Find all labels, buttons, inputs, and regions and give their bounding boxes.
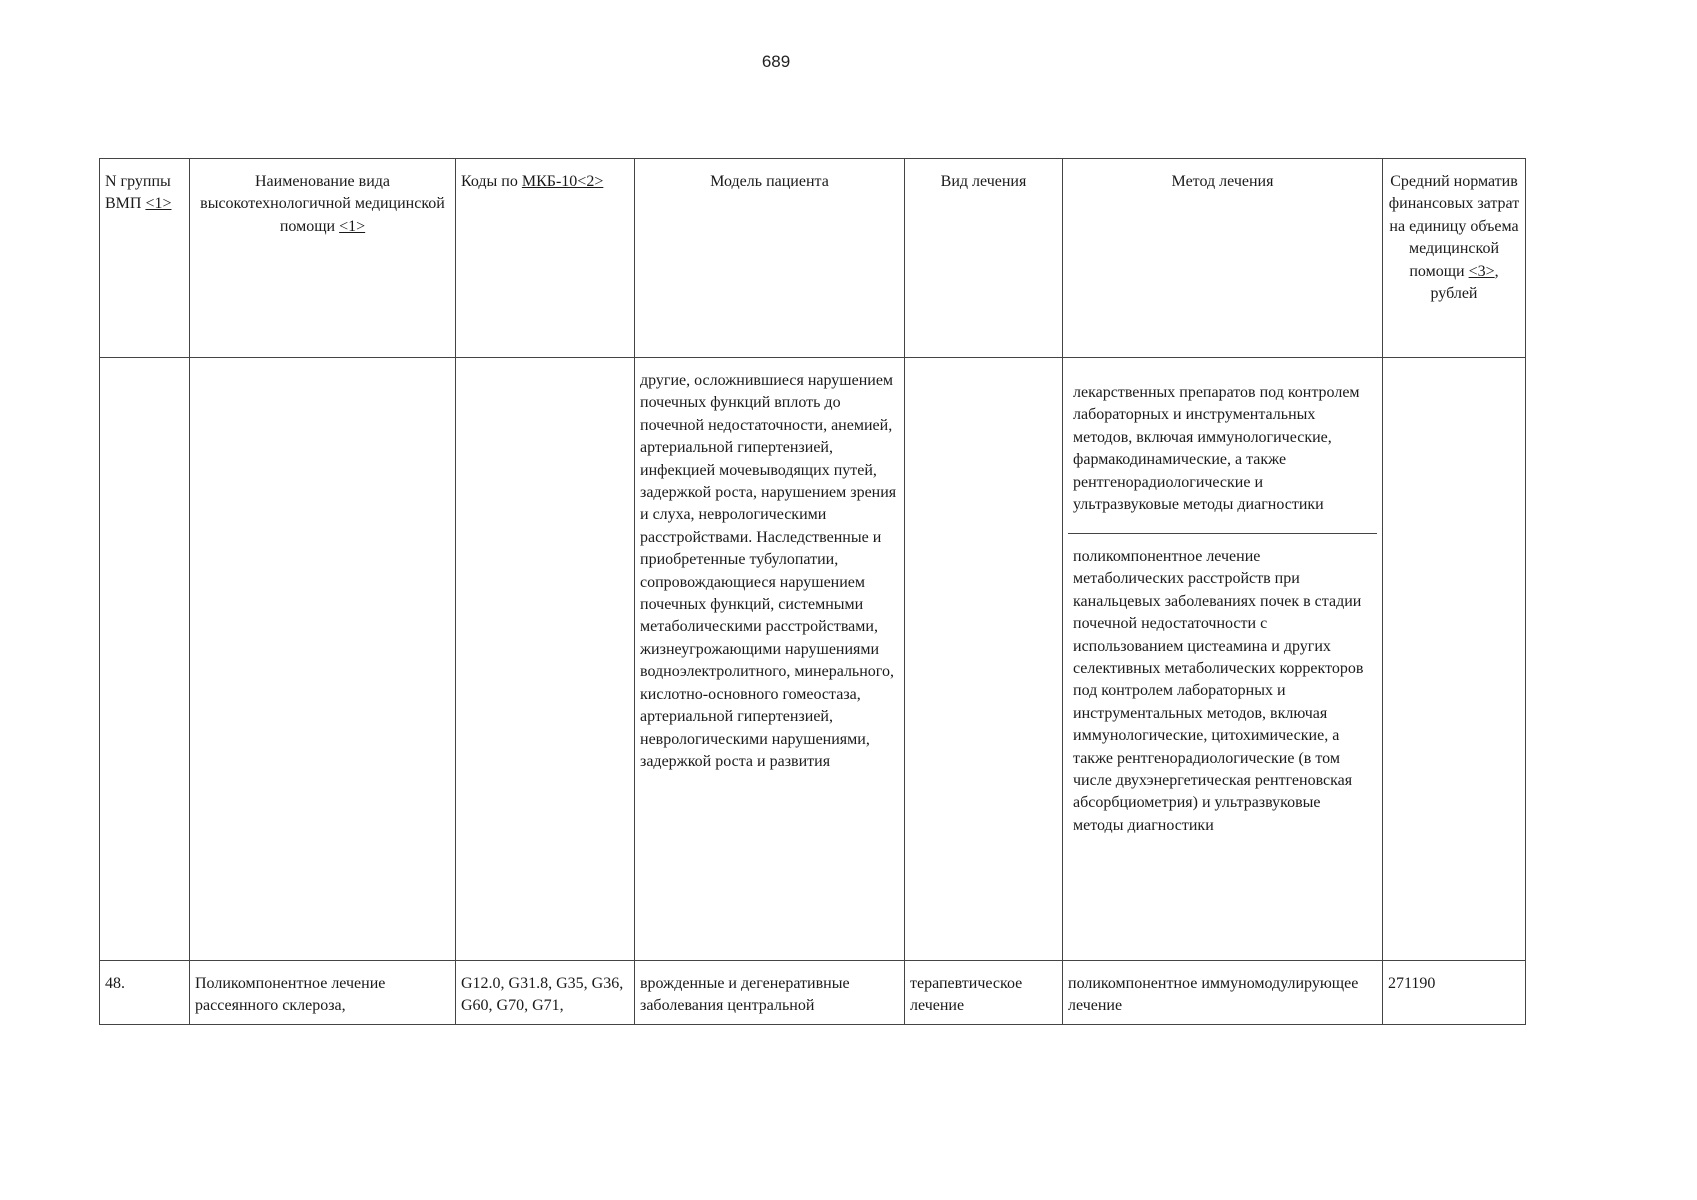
- cell-treatment-type: терапевтическое лечение: [905, 961, 1063, 1025]
- table-header-row: [100, 159, 1526, 358]
- cell-group: 48.: [100, 961, 190, 1025]
- method-text-2: поликомпонентное лечение метаболических расстройств при канальцевых заболеваниях почек в стадии почечной недостаточности с использованием цистеамина и других селективных метаболических корректоров под контролем лабораторных и инструментальных методов, включая иммунологические, цитохимические, а также рентгенорадиологические (в том числе двухэнергетическая рентгеновская абсорбциометрия) и ультразвуковые методы диагностики: [1073, 548, 1364, 834]
- header-group-label: N группы ВМП: [105, 173, 171, 213]
- cell-method: [1063, 358, 1383, 961]
- cell-treatment-type: [905, 358, 1063, 961]
- header-group: [100, 159, 190, 358]
- vmp-table: [99, 158, 1526, 1025]
- footnote-ref-1[interactable]: <1>: [145, 195, 172, 213]
- page-number: 689: [761, 52, 791, 71]
- method-text-1: лекарственных препаратов под контролем лабораторных и инструментальных методов, включая иммунологические, фармакодинамические, а также рентгенорадиологические и ультразвуковые методы диагностики: [1068, 370, 1377, 534]
- cell-model: врожденные и дегенеративные заболевания центральной: [635, 961, 905, 1025]
- footnote-ref-1-name[interactable]: <1>: [339, 217, 366, 235]
- header-cost-label: Средний норматив финансовых затрат на единицу объема медицинской помощи: [1388, 173, 1520, 280]
- cell-cost: 271190: [1383, 961, 1526, 1025]
- header-cost-suffix: , рублей: [1430, 262, 1499, 303]
- header-name: [190, 159, 456, 358]
- table-row: [100, 358, 1526, 961]
- cell-method: поликомпонентное иммуномодулирующее лечение: [1063, 961, 1383, 1025]
- cell-cost: [1383, 358, 1526, 961]
- cell-name: [190, 358, 456, 961]
- cell-group: [100, 358, 190, 961]
- header-name-label: Наименование вида высокотехнологичной медицинской помощи: [200, 173, 445, 235]
- header-treatment-type: Вид лечения: [905, 159, 1063, 358]
- table-row: [100, 961, 1526, 1025]
- header-cost: [1383, 159, 1526, 358]
- header-method: Метод лечения: [1063, 159, 1383, 358]
- header-model: Модель пациента: [635, 159, 905, 358]
- header-codes-label: Коды по: [461, 173, 518, 190]
- cell-codes: G12.0, G31.8, G35, G36, G60, G70, G71,: [456, 961, 635, 1025]
- header-codes: [456, 159, 635, 358]
- cell-codes: [456, 358, 635, 961]
- cell-model: другие, осложнившиеся нарушением почечных функций вплоть до почечной недостаточности, анемией, артериальной гипертензией, инфекцией мочевыводящих путей, задержкой роста, нарушением зрения и слуха, неврологическими расстройствами. Наследственные и приобретенные тубулопатии, сопровождающиеся нарушением почечных функций, системными метаболическими расстройствами, жизнеугрожающими нарушениями водноэлектролитного, минерального, кислотно-основного гомеостаза, артериальной гипертензией, неврологическими нарушениями, задержкой роста и развития: [635, 358, 905, 961]
- cell-name: Поликомпонентное лечение рассеянного склероза,: [190, 961, 456, 1025]
- footnote-ref-3[interactable]: <3>: [1468, 262, 1495, 280]
- icd10-link[interactable]: МКБ-10<2>: [521, 173, 604, 190]
